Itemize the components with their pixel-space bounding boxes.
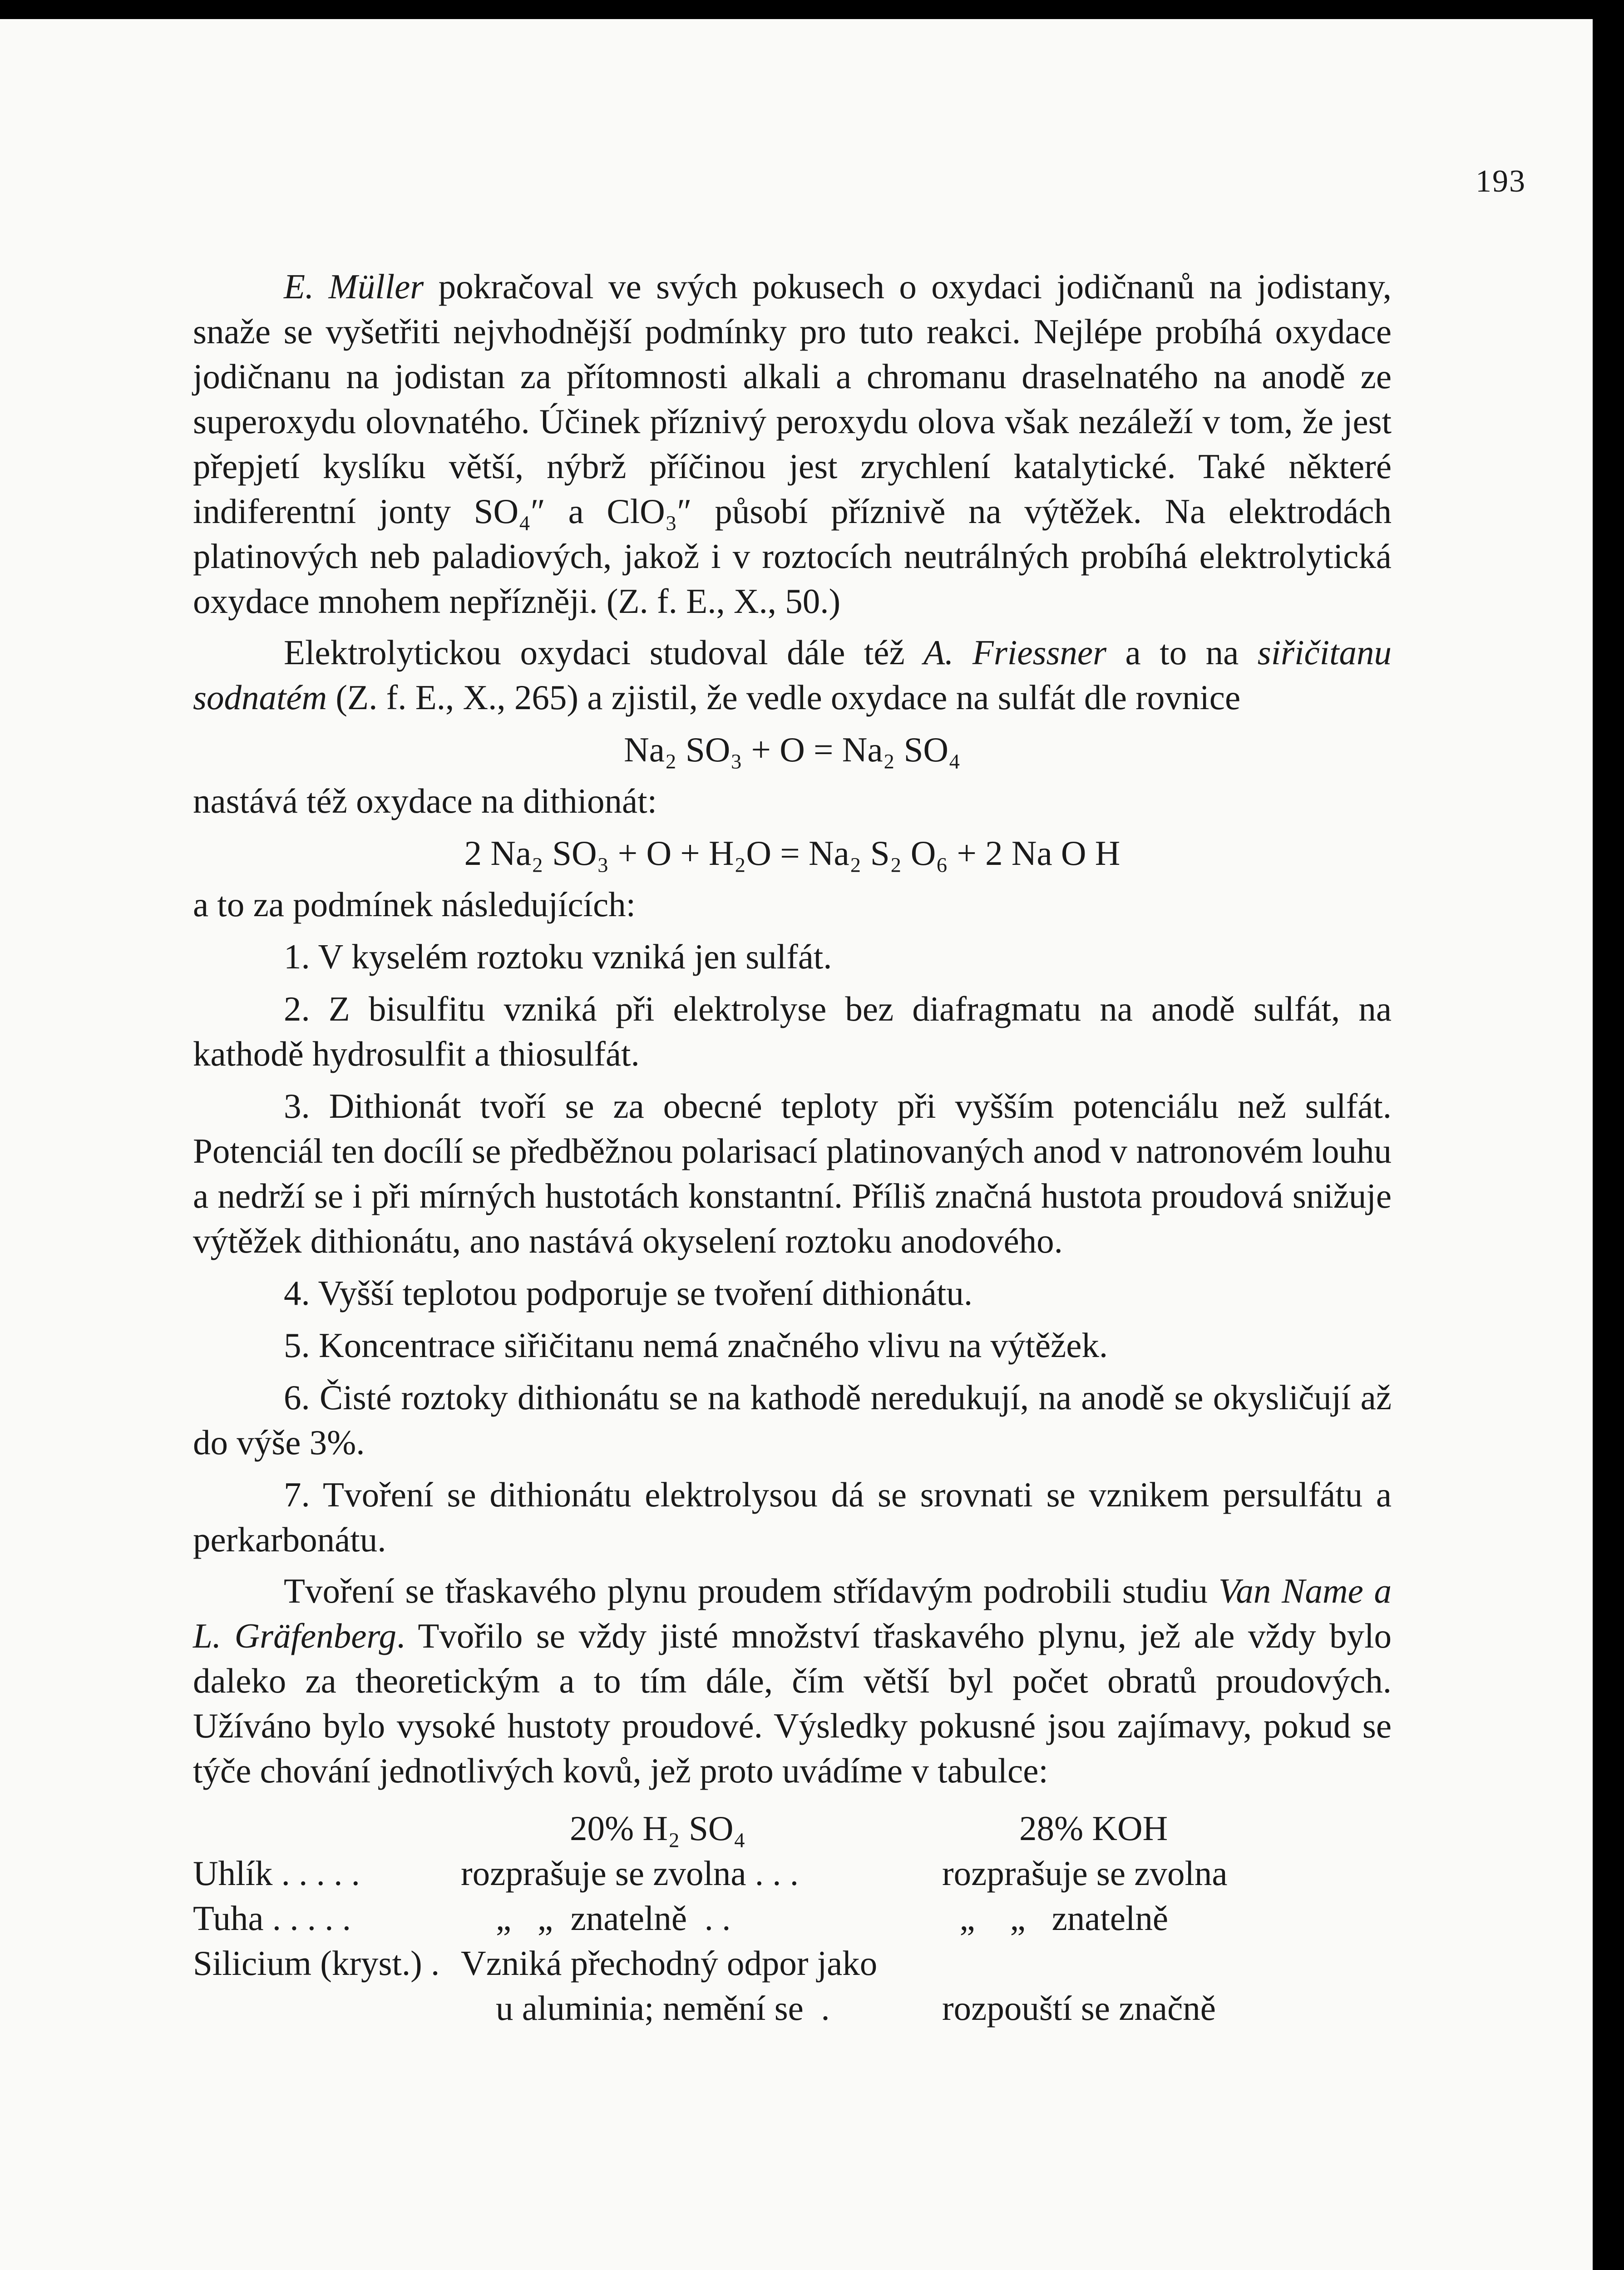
table-cell: Uhlík . . . . . (193, 1854, 360, 1893)
paragraph-friessner-text-3: (Z. f. E., X., 265) a zjistil, že vedle oxydace na sulfát dle rovnice (327, 678, 1241, 717)
table-cell: rozprašuje se zvolna (942, 1854, 1228, 1893)
table-cell: rozpouští se značně (942, 1989, 1216, 2028)
line-podminky: a to za podmínek následujících: (193, 885, 636, 924)
line-dithionat: nastává též oxydace na dithionát: (193, 781, 657, 820)
table-cell: „ „ znatelně . . (461, 1899, 731, 1938)
paragraph-friessner-text-1: Elektrolytickou oxydaci studoval dále též (284, 633, 924, 672)
table-cell: rozprašuje se zvolna . . . (461, 1854, 799, 1893)
table-header-base: 28% KOH (1019, 1809, 1168, 1848)
table-row (193, 1986, 1392, 2031)
results-table (193, 1806, 1392, 2031)
list-item: 4. Vyšší teplotou podporuje se tvoření dithionátu. (284, 1273, 973, 1313)
body-text (193, 264, 1392, 2031)
page-number: 193 (1476, 164, 1526, 199)
equation-sulfat: Na₂ SO₃ + O = Na₂ SO₄ (624, 730, 961, 769)
paragraph-vanname-text-1: Tvoření se třaskavého plynu proudem střídavým podrobili studiu (284, 1571, 1219, 1610)
table-header (193, 1806, 1392, 1851)
table-header-acid: 20% H₂ SO₄ (570, 1809, 746, 1848)
list-item: 2. Z bisulfitu vzniká při elektrolyse bez diafragmatu na anodě sulfát, na kathodě hydrosulfit a thiosulfát. (193, 989, 1392, 1073)
paragraph-friessner (193, 630, 1392, 720)
paragraph-mueller (193, 264, 1392, 624)
table-row (193, 1896, 1392, 1941)
table-cell: Silicium (kryst.) . (193, 1944, 440, 1983)
equation-dithionat: 2 Na₂ SO₃ + O + H₂O = Na₂ S₂ O₆ + 2 Na O H (464, 834, 1121, 873)
author-friessner: A. Friessner (923, 633, 1107, 672)
list-item: 6. Čisté roztoky dithionátu se na kathodě neredukují, na anodě se okysličují až do výše 3%. (193, 1378, 1392, 1462)
list-item: 5. Koncentrace siřičitanu nemá značného vlivu na výtěžek. (284, 1326, 1108, 1365)
author-vanname: Van Name a L. Gräfenberg (193, 1571, 1392, 1655)
table-cell: Vzniká přechodný odpor jako (461, 1944, 878, 1983)
paragraph-vanname-text-2: . Tvořilo se vždy jisté množství třaskavého plynu, jež ale vždy bylo daleko za theoretickým a to tím dále, čím větší byl počet obratů proudových. Užíváno bylo vysoké hustoty proudové. Výsledky pokusné jsou zajímavy, pokud se týče chování jednotlivých kovů, jež proto uvádíme v tabulce: (193, 1616, 1392, 1790)
table-cell: u aluminia; nemění se . (461, 1989, 830, 2028)
table-cell: Tuha . . . . . (193, 1899, 351, 1938)
document-page (0, 19, 1593, 2270)
list-item: 1. V kyselém roztoku vzniká jen sulfát. (284, 937, 832, 976)
term-siricitan: siřičitanu sodnatém (193, 633, 1392, 717)
author-mueller: E. Müller (284, 267, 424, 306)
list-item: 3. Dithionát tvoří se za obecné teploty při vyšším potenciálu než sulfát. Potenciál ten docílí se předběžnou polarisací platinovaných anod v natronovém louhu a nedrží se i při mírných hustotách konstantní. Příliš značná hustota proudová snižuje výtěžek dithionátu, ano nastává okyselení roztoku anodového. (193, 1086, 1392, 1260)
paragraph-vanname (193, 1569, 1392, 1793)
paragraph-friessner-text-2: a to na (1106, 633, 1258, 672)
list-item: 7. Tvoření se dithionátu elektrolysou dá se srovnati se vznikem persulfátu a perkarbonátu. (193, 1475, 1392, 1559)
table-row (193, 1941, 1392, 1986)
table-cell: „ „ znatelně (942, 1899, 1169, 1938)
table-row (193, 1851, 1392, 1896)
paragraph-mueller-text: pokračoval ve svých pokusech o oxydaci jodičnanů na jodistany, snaže se vyšetřiti nejvhodnější podmínky pro tuto reakci. Nejlépe probíhá oxydace jodičnanu na jodistan za přítomnosti alkali a chromanu draselnatého na anodě ze superoxydu olovnatého. Účinek příznivý peroxydu olova však nezáleží v tom, že jest přepjetí kyslíku větší, nýbrž příčinou jest zrychlení katalytické. Také některé indiferentní jonty SO₄″ a ClO₃″ působí příznivě na výtěžek. Na elektrodách platinových neb paladiových, jakož i v roztocích neutrálných probíhá elektrolytická oxydace mnohem nepřízněji. (Z. f. E., X., 50.) (193, 267, 1392, 621)
